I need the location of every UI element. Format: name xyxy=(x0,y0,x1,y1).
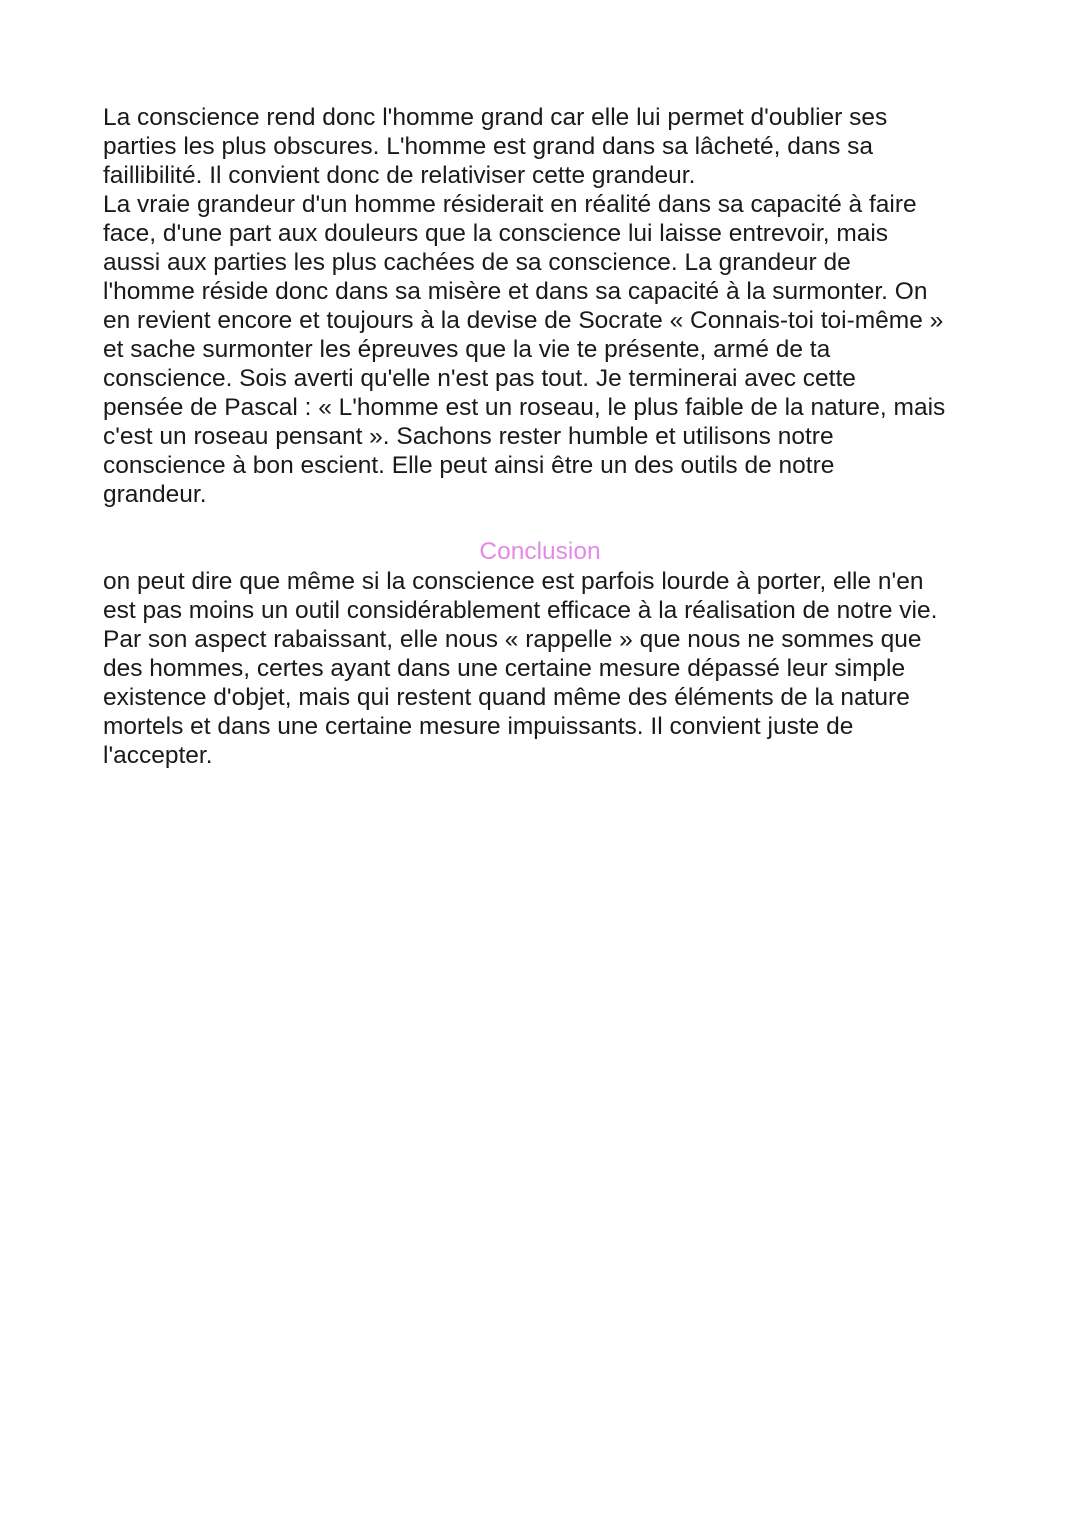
conclusion-heading: Conclusion xyxy=(479,538,601,565)
body-line: c'est un roseau pensant ». Sachons rester humble et utilisons notre xyxy=(103,423,834,450)
conclusion-line: est pas moins un outil considérablement efficace à la réalisation de notre vie. xyxy=(103,597,938,624)
body-line: aussi aux parties les plus cachées de sa conscience. La grandeur de xyxy=(103,249,851,276)
body-line: grandeur. xyxy=(103,481,207,508)
conclusion-line: existence d'objet, mais qui restent quand même des éléments de la nature xyxy=(103,684,910,711)
conclusion-paragraph xyxy=(103,567,1003,770)
body-line: La conscience rend donc l'homme grand car elle lui permet d'oublier ses xyxy=(103,104,888,131)
body-line: conscience. Sois averti qu'elle n'est pas tout. Je terminerai avec cette xyxy=(103,365,856,392)
body-line: parties les plus obscures. L'homme est grand dans sa lâcheté, dans sa xyxy=(103,133,874,160)
body-line: face, d'une part aux douleurs que la conscience lui laisse entrevoir, mais xyxy=(103,220,889,247)
body-line: pensée de Pascal : « L'homme est un roseau, le plus faible de la nature, mais xyxy=(103,394,946,421)
conclusion-line: on peut dire que même si la conscience est parfois lourde à porter, elle n'en xyxy=(103,568,924,595)
body-line: conscience à bon escient. Elle peut ainsi être un des outils de notre xyxy=(103,452,835,479)
conclusion-line: Par son aspect rabaissant, elle nous « rappelle » que nous ne sommes que xyxy=(103,626,922,653)
body-paragraph xyxy=(103,103,1003,509)
body-line: et sache surmonter les épreuves que la vie te présente, armé de ta xyxy=(103,336,831,363)
conclusion-line: l'accepter. xyxy=(103,742,213,769)
body-line: en revient encore et toujours à la devise de Socrate « Connais-toi toi-même » xyxy=(103,307,944,334)
body-line: faillibilité. Il convient donc de relativiser cette grandeur. xyxy=(103,162,696,189)
conclusion-line: mortels et dans une certaine mesure impuissants. Il convient juste de xyxy=(103,713,854,740)
body-line: La vraie grandeur d'un homme résiderait en réalité dans sa capacité à faire xyxy=(103,191,917,218)
body-line: l'homme réside donc dans sa misère et dans sa capacité à la surmonter. On xyxy=(103,278,928,305)
conclusion-line: des hommes, certes ayant dans une certaine mesure dépassé leur simple xyxy=(103,655,906,682)
